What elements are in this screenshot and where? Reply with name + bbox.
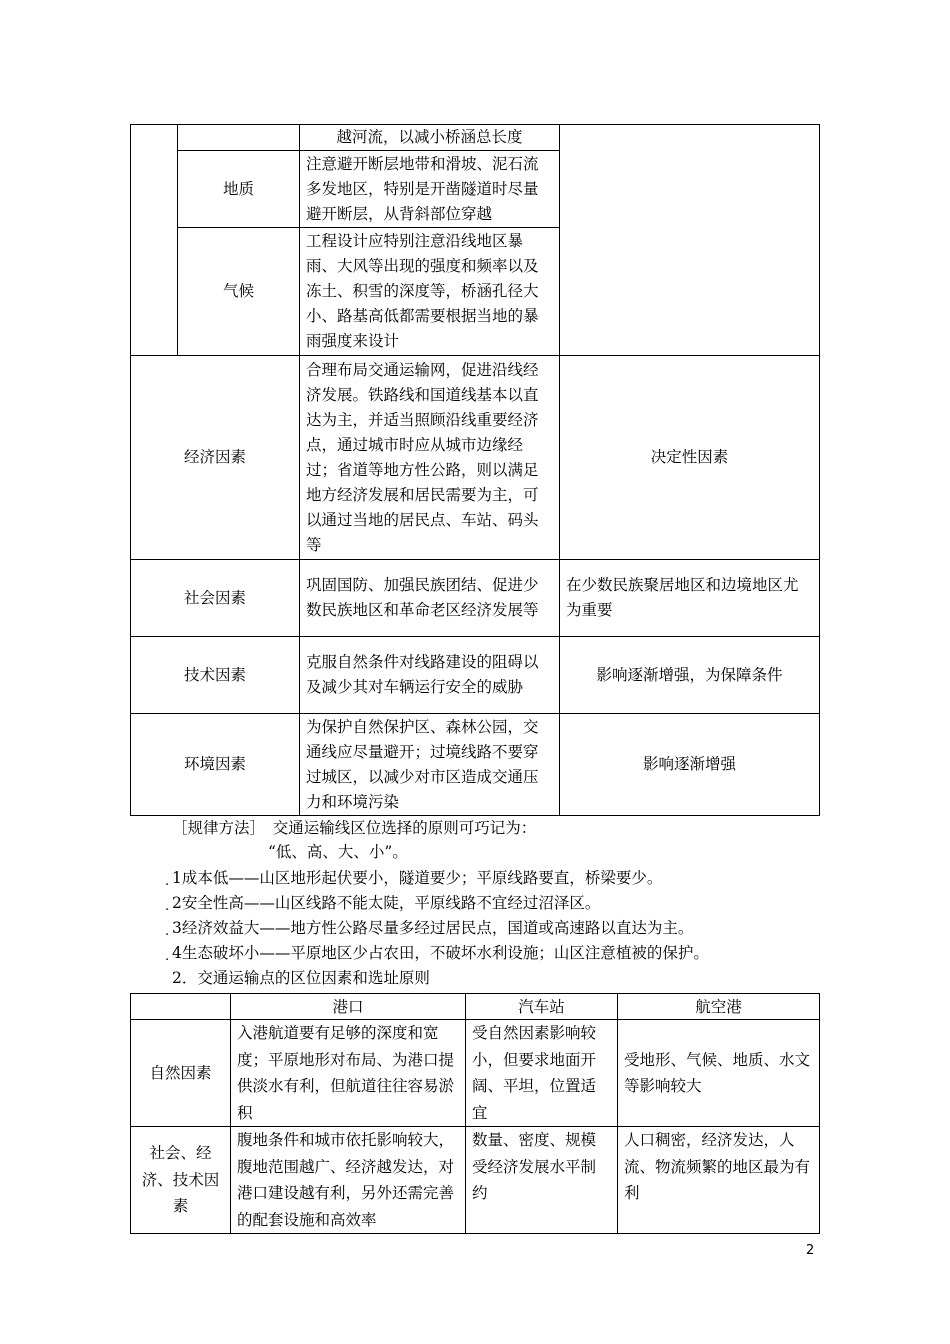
factor-text: 合理布局交通运输网，促进沿线经济发展。铁路线和国道线基本以直达为主，并适当照顾沿线重要经济点，通过城市时应从城市边缘经过；省道等地方性公路，则以满足地方经济发展和居民需要为主，可以通过当地的居民点、车站、码头等 <box>300 356 560 560</box>
natural-note-cell <box>560 125 820 356</box>
factor-label: 社会因素 <box>131 560 300 637</box>
factor-label: 技术因素 <box>131 637 300 714</box>
header-empty <box>131 994 231 1020</box>
method-item: . 1成本低——山区地形起伏要小，隧道要少；平原线路要直，桥梁要少。 <box>172 866 662 890</box>
factor-label: 经济因素 <box>131 356 300 560</box>
bullet-dot: . <box>165 949 170 964</box>
factor-note: 决定性因素 <box>560 356 820 560</box>
bus-cell: 受自然因素影响较小，但要求地面开阔、平坦，位置适宜 <box>466 1020 618 1127</box>
factor-note: 影响逐渐增强 <box>560 714 820 816</box>
air-cell: 人口稠密，经济发达，人流、物流频繁的地区最为有利 <box>618 1127 820 1234</box>
row-label: 社会、经济、技术因素 <box>131 1127 231 1234</box>
subfactor-label: 气候 <box>178 228 300 356</box>
subfactor-text: 越河流，以减小桥涵总长度 <box>300 125 560 151</box>
method-item: . 4生态破坏小——平原地区少占农田，不破坏水利设施；山区注意植被的保护。 <box>172 941 709 965</box>
factor-text: 巩固国防、加强民族团结、促进少数民族地区和革命老区经济发展等 <box>300 560 560 637</box>
page-number: 2 <box>806 1243 815 1258</box>
factor-text: 为保护自然保护区、森林公园，交通线应尽量避开；过境线路不要穿过城区，以减少对市区造成交通压力和环境污染 <box>300 714 560 816</box>
method-item: . 3经济效益大——地方性公路尽量多经过居民点，国道或高速路以直达为主。 <box>172 916 693 940</box>
subfactor-text: 工程设计应特别注意沿线地区暴雨、大风等出现的强度和频率以及冻土、积雪的深度等，桥涵孔径大小、路基高低都需要根据当地的暴雨强度来设计 <box>300 228 560 356</box>
bullet-dot: . <box>165 924 170 939</box>
bullet-dot: . <box>165 899 170 914</box>
route-factors-table <box>130 124 820 816</box>
factor-text: 克服自然条件对线路建设的阻碍以及减少其对车辆运行安全的威胁 <box>300 637 560 714</box>
port-cell: 入港航道要有足够的深度和宽度；平原地形对布局、为港口提供淡水有利，但航道往往容易淤积 <box>231 1020 466 1127</box>
transport-points-table <box>130 993 820 1234</box>
row-label: 自然因素 <box>131 1020 231 1127</box>
factor-label: 环境因素 <box>131 714 300 816</box>
subfactor-label <box>178 125 300 151</box>
section-title: 2．交通运输点的区位因素和选址原则 <box>172 969 430 987</box>
port-cell: 腹地条件和城市依托影响较大，腹地范围越广、经济越发达，对港口建设越有利，另外还需完善的配套设施和高效率 <box>231 1127 466 1234</box>
natural-factor-cell <box>131 125 178 356</box>
method-item: . 2安全性高——山区线路不能太陡，平原线路不宜经过沼泽区。 <box>172 891 600 915</box>
factor-note: 在少数民族聚居地区和边境地区尤为重要 <box>560 560 820 637</box>
bullet-dot: . <box>165 874 170 889</box>
air-cell: 受地形、气候、地质、水文等影响较大 <box>618 1020 820 1127</box>
header-airport: 航空港 <box>618 994 820 1020</box>
header-bus-station: 汽车站 <box>466 994 618 1020</box>
subfactor-text: 注意避开断层地带和滑坡、泥石流多发地区，特别是开凿隧道时尽量避开断层，从背斜部位穿越 <box>300 151 560 228</box>
factor-note: 影响逐渐增强，为保障条件 <box>560 637 820 714</box>
method-mnemonic: “低、高、大、小”。 <box>268 843 408 861</box>
method-heading: ［规律方法］ 交通运输线区位选择的原则可巧记为： <box>172 819 537 837</box>
bus-cell: 数量、密度、规模受经济发展水平制约 <box>466 1127 618 1234</box>
header-port: 港口 <box>231 994 466 1020</box>
subfactor-label: 地质 <box>178 151 300 228</box>
